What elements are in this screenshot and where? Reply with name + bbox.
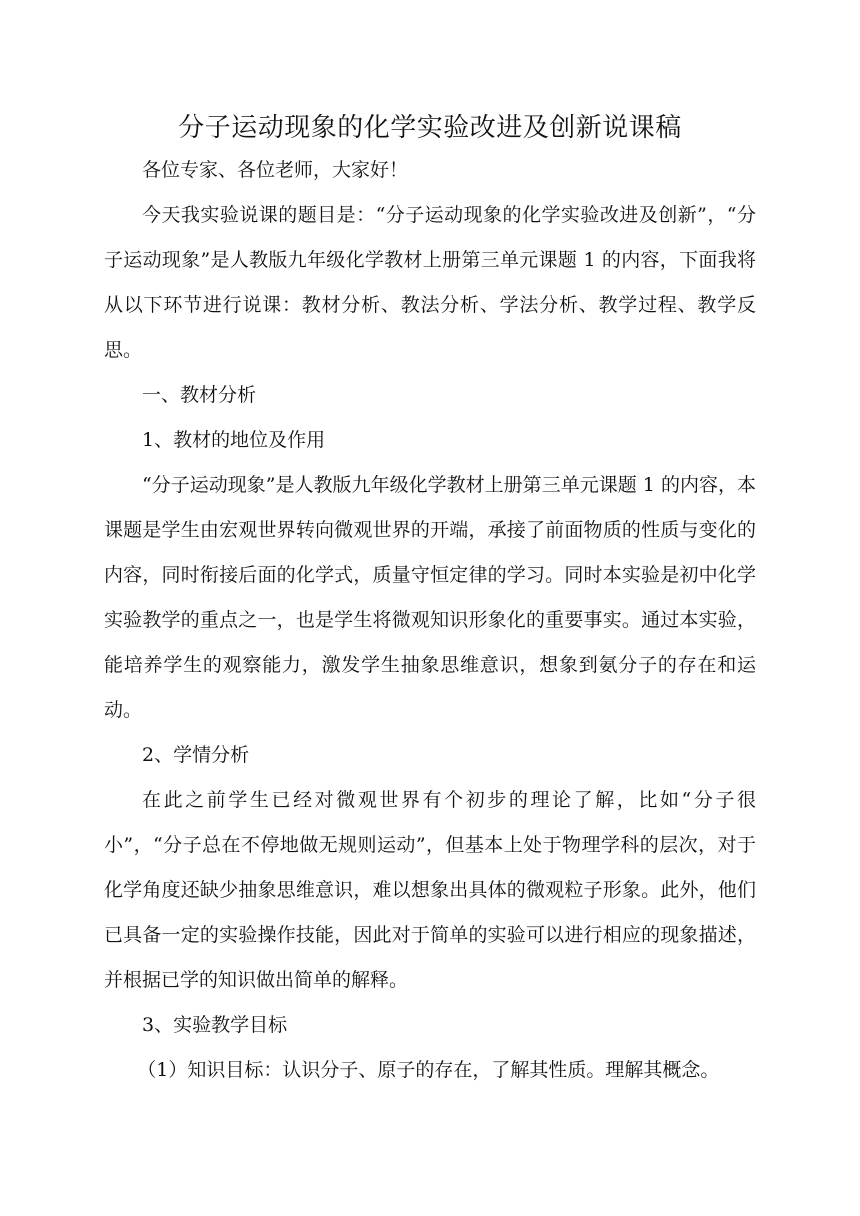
page-title: 分子运动现象的化学实验改进及创新说课稿 — [178, 113, 682, 143]
objective-item-knowledge: （1）知识目标：认识分子、原子的存在，了解其性质。理解其概念。 — [137, 1059, 720, 1081]
subsection-heading-objectives: 3、实验教学目标 — [142, 1014, 288, 1036]
role-paragraph: “分子运动现象”是人教版九年级化学教材上册第三单元课题 1 的内容，本课题是学生由宏观世界转向微观世界的开端，承接了前面物质的性质与变化的内容，同时衔接后面的化学式，质量守恒定律的学习。同时本实验是初中化学实验教学的重点之一，也是学生将微观知识形象化的重要事实。通过本实验，能培养学生的观察能力，激发学生抽象思维意识，想象到氨分子的存在和运动。 — [104, 474, 756, 721]
section-heading-textbook-analysis: 一、教材分析 — [142, 384, 257, 406]
document-body — [104, 148, 756, 1093]
greeting-paragraph: 各位专家、各位老师，大家好！ — [142, 159, 409, 181]
subsection-heading-role: 1、教材的地位及作用 — [142, 429, 326, 451]
student-analysis-paragraph: 在此之前学生已经对微观世界有个初步的理论了解，比如“分子很小”，“分子总在不停地做无规则运动”，但基本上处于物理学科的层次，对于化学角度还缺少抽象思维意识，难以想象出具体的微观粒子形象。此外，他们已具备一定的实验操作技能，因此对于简单的实验可以进行相应的现象描述，并根据已学的知识做出简单的解释。 — [104, 789, 756, 991]
subsection-heading-student-analysis: 2、学情分析 — [142, 744, 250, 766]
intro-paragraph: 今天我实验说课的题目是：“分子运动现象的化学实验改进及创新”，“分子运动现象”是人教版九年级化学教材上册第三单元课题 1 的内容，下面我将从以下环节进行说课：教材分析、教法分析、学法分析、教学过程、教学反思。 — [104, 204, 756, 361]
